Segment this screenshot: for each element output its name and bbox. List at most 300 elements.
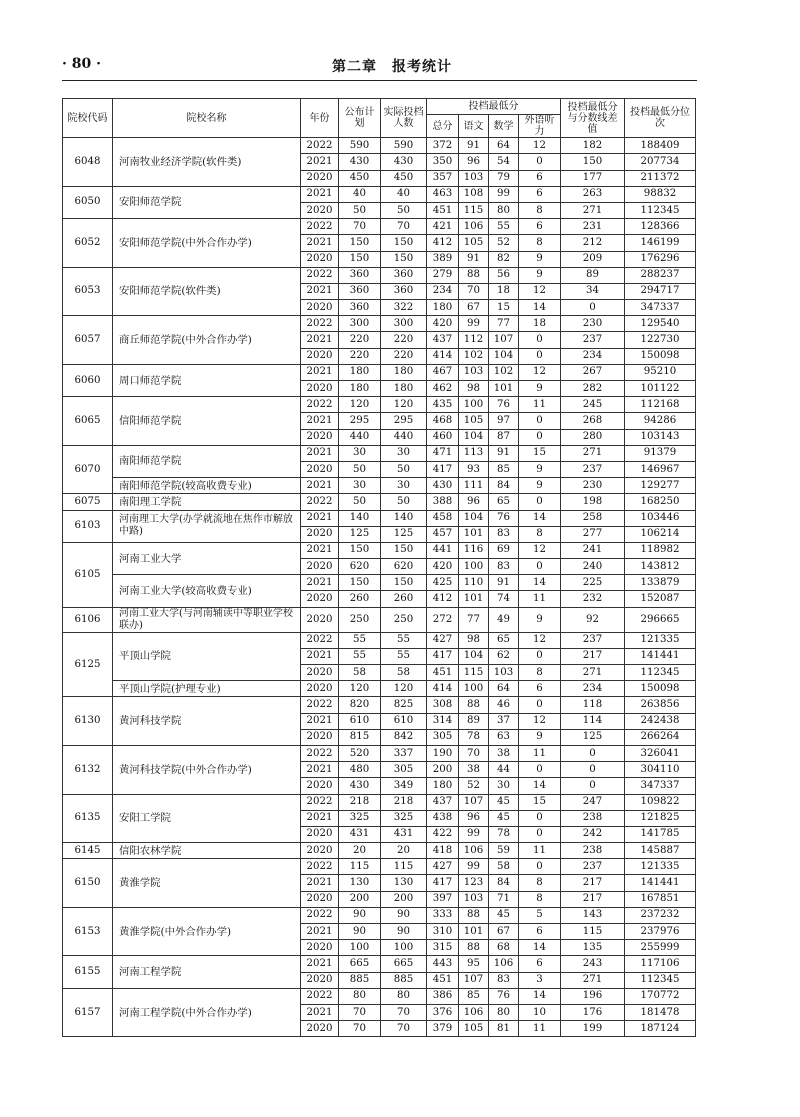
cell-chinese: 98 bbox=[459, 632, 489, 648]
cell-total: 200 bbox=[427, 762, 459, 778]
cell-actual: 430 bbox=[381, 154, 427, 170]
cell-plan: 50 bbox=[339, 461, 381, 477]
cell-total: 417 bbox=[427, 461, 459, 477]
cell-plan: 120 bbox=[339, 397, 381, 413]
cell-total: 190 bbox=[427, 745, 459, 761]
cell-rank: 141441 bbox=[625, 875, 696, 891]
cell-diff: 258 bbox=[561, 510, 625, 526]
school-code: 6052 bbox=[63, 219, 113, 268]
cell-math: 84 bbox=[489, 478, 519, 494]
cell-chinese: 96 bbox=[459, 154, 489, 170]
cell-foreign: 0 bbox=[519, 332, 561, 348]
cell-diff: 238 bbox=[561, 843, 625, 859]
cell-foreign: 0 bbox=[519, 348, 561, 364]
cell-rank: 145887 bbox=[625, 843, 696, 859]
cell-actual: 125 bbox=[381, 526, 427, 542]
cell-actual: 150 bbox=[381, 575, 427, 591]
school-name: 周口师范学院 bbox=[113, 364, 301, 396]
cell-plan: 218 bbox=[339, 794, 381, 810]
cell-math: 99 bbox=[489, 186, 519, 202]
cell-plan: 55 bbox=[339, 632, 381, 648]
cell-total: 441 bbox=[427, 542, 459, 558]
cell-diff: 135 bbox=[561, 940, 625, 956]
table-row bbox=[63, 794, 696, 810]
cell-year: 2022 bbox=[301, 907, 339, 923]
cell-rank: 129540 bbox=[625, 316, 696, 332]
cell-total: 425 bbox=[427, 575, 459, 591]
cell-rank: 294717 bbox=[625, 283, 696, 299]
cell-plan: 480 bbox=[339, 762, 381, 778]
cell-chinese: 115 bbox=[459, 202, 489, 218]
cell-chinese: 78 bbox=[459, 729, 489, 745]
cell-chinese: 100 bbox=[459, 681, 489, 697]
cell-rank: 146967 bbox=[625, 461, 696, 477]
cell-actual: 70 bbox=[381, 219, 427, 235]
cell-rank: 296665 bbox=[625, 607, 696, 632]
cell-chinese: 112 bbox=[459, 332, 489, 348]
header-rule bbox=[62, 80, 697, 81]
cell-rank: 101122 bbox=[625, 381, 696, 397]
cell-diff: 0 bbox=[561, 762, 625, 778]
cell-foreign: 0 bbox=[519, 648, 561, 664]
cell-plan: 30 bbox=[339, 445, 381, 461]
cell-foreign: 8 bbox=[519, 665, 561, 681]
cell-year: 2020 bbox=[301, 826, 339, 842]
cell-foreign: 6 bbox=[519, 186, 561, 202]
cell-chinese: 88 bbox=[459, 697, 489, 713]
cell-total: 397 bbox=[427, 891, 459, 907]
cell-rank: 95210 bbox=[625, 364, 696, 380]
cell-math: 76 bbox=[489, 397, 519, 413]
cell-math: 107 bbox=[489, 332, 519, 348]
cell-total: 443 bbox=[427, 956, 459, 972]
cell-plan: 885 bbox=[339, 972, 381, 988]
cell-math: 65 bbox=[489, 494, 519, 510]
cell-math: 85 bbox=[489, 461, 519, 477]
cell-year: 2022 bbox=[301, 219, 339, 235]
cell-actual: 150 bbox=[381, 542, 427, 558]
cell-foreign: 12 bbox=[519, 138, 561, 154]
cell-diff: 143 bbox=[561, 907, 625, 923]
school-name: 河南牧业经济学院(软件类) bbox=[113, 138, 301, 187]
cell-foreign: 15 bbox=[519, 794, 561, 810]
cell-math: 46 bbox=[489, 697, 519, 713]
cell-math: 83 bbox=[489, 972, 519, 988]
cell-diff: 282 bbox=[561, 381, 625, 397]
cell-year: 2022 bbox=[301, 745, 339, 761]
cell-math: 49 bbox=[489, 607, 519, 632]
cell-diff: 89 bbox=[561, 267, 625, 283]
cell-math: 54 bbox=[489, 154, 519, 170]
school-code: 6132 bbox=[63, 745, 113, 794]
cell-year: 2022 bbox=[301, 859, 339, 875]
school-code: 6153 bbox=[63, 907, 113, 956]
cell-diff: 196 bbox=[561, 988, 625, 1004]
cell-plan: 100 bbox=[339, 940, 381, 956]
cell-actual: 322 bbox=[381, 300, 427, 316]
cell-rank: 207734 bbox=[625, 154, 696, 170]
cell-year: 2020 bbox=[301, 591, 339, 607]
cell-actual: 58 bbox=[381, 665, 427, 681]
cell-diff: 150 bbox=[561, 154, 625, 170]
cell-total: 376 bbox=[427, 1004, 459, 1020]
cell-chinese: 103 bbox=[459, 891, 489, 907]
cell-rank: 152087 bbox=[625, 591, 696, 607]
school-name: 信阳农林学院 bbox=[113, 843, 301, 859]
cell-math: 55 bbox=[489, 219, 519, 235]
cell-math: 58 bbox=[489, 859, 519, 875]
cell-actual: 200 bbox=[381, 891, 427, 907]
cell-total: 414 bbox=[427, 348, 459, 364]
cell-diff: 280 bbox=[561, 429, 625, 445]
cell-plan: 140 bbox=[339, 510, 381, 526]
school-name: 黄河科技学院 bbox=[113, 697, 301, 746]
cell-chinese: 91 bbox=[459, 251, 489, 267]
cell-diff: 177 bbox=[561, 170, 625, 186]
cell-rank: 211372 bbox=[625, 170, 696, 186]
table-row bbox=[63, 478, 696, 494]
cell-total: 427 bbox=[427, 632, 459, 648]
cell-actual: 140 bbox=[381, 510, 427, 526]
cell-total: 437 bbox=[427, 332, 459, 348]
cell-chinese: 70 bbox=[459, 283, 489, 299]
cell-total: 468 bbox=[427, 413, 459, 429]
cell-total: 435 bbox=[427, 397, 459, 413]
cell-actual: 295 bbox=[381, 413, 427, 429]
cell-diff: 241 bbox=[561, 542, 625, 558]
cell-rank: 128366 bbox=[625, 219, 696, 235]
cell-foreign: 0 bbox=[519, 697, 561, 713]
cell-math: 83 bbox=[489, 526, 519, 542]
cell-year: 2022 bbox=[301, 267, 339, 283]
cell-year: 2020 bbox=[301, 607, 339, 632]
table-row bbox=[63, 445, 696, 461]
cell-year: 2021 bbox=[301, 924, 339, 940]
cell-plan: 125 bbox=[339, 526, 381, 542]
cell-diff: 263 bbox=[561, 186, 625, 202]
cell-total: 279 bbox=[427, 267, 459, 283]
cell-chinese: 104 bbox=[459, 648, 489, 664]
cell-math: 30 bbox=[489, 778, 519, 794]
cell-chinese: 100 bbox=[459, 559, 489, 575]
cell-rank: 112168 bbox=[625, 397, 696, 413]
cell-total: 422 bbox=[427, 826, 459, 842]
cell-rank: 347337 bbox=[625, 300, 696, 316]
cell-foreign: 9 bbox=[519, 607, 561, 632]
cell-diff: 0 bbox=[561, 778, 625, 794]
cell-foreign: 8 bbox=[519, 202, 561, 218]
school-name: 河南工程学院 bbox=[113, 956, 301, 988]
cell-chinese: 99 bbox=[459, 316, 489, 332]
cell-chinese: 115 bbox=[459, 665, 489, 681]
cell-math: 52 bbox=[489, 235, 519, 251]
school-code: 6070 bbox=[63, 445, 113, 494]
cell-rank: 288237 bbox=[625, 267, 696, 283]
cell-plan: 200 bbox=[339, 891, 381, 907]
cell-actual: 431 bbox=[381, 826, 427, 842]
cell-chinese: 100 bbox=[459, 397, 489, 413]
cell-foreign: 11 bbox=[519, 1021, 561, 1037]
cell-chinese: 101 bbox=[459, 526, 489, 542]
cell-actual: 325 bbox=[381, 810, 427, 826]
cell-chinese: 111 bbox=[459, 478, 489, 494]
cell-plan: 55 bbox=[339, 648, 381, 664]
cell-year: 2021 bbox=[301, 154, 339, 170]
cell-math: 62 bbox=[489, 648, 519, 664]
cell-total: 388 bbox=[427, 494, 459, 510]
cell-actual: 50 bbox=[381, 494, 427, 510]
table-row bbox=[63, 138, 696, 154]
cell-total: 314 bbox=[427, 713, 459, 729]
cell-actual: 349 bbox=[381, 778, 427, 794]
cell-total: 308 bbox=[427, 697, 459, 713]
cell-total: 389 bbox=[427, 251, 459, 267]
cell-foreign: 11 bbox=[519, 745, 561, 761]
cell-chinese: 91 bbox=[459, 138, 489, 154]
cell-year: 2020 bbox=[301, 559, 339, 575]
cell-actual: 337 bbox=[381, 745, 427, 761]
cell-diff: 267 bbox=[561, 364, 625, 380]
cell-foreign: 12 bbox=[519, 542, 561, 558]
table-row bbox=[63, 575, 696, 591]
school-code: 6106 bbox=[63, 607, 113, 632]
cell-total: 418 bbox=[427, 843, 459, 859]
cell-rank: 266264 bbox=[625, 729, 696, 745]
cell-foreign: 9 bbox=[519, 478, 561, 494]
cell-diff: 230 bbox=[561, 316, 625, 332]
cell-rank: 237976 bbox=[625, 924, 696, 940]
cell-year: 2021 bbox=[301, 235, 339, 251]
cell-actual: 70 bbox=[381, 1021, 427, 1037]
cell-math: 68 bbox=[489, 940, 519, 956]
cell-chinese: 101 bbox=[459, 591, 489, 607]
cell-total: 460 bbox=[427, 429, 459, 445]
cell-math: 81 bbox=[489, 1021, 519, 1037]
table-row bbox=[63, 859, 696, 875]
cell-year: 2020 bbox=[301, 729, 339, 745]
cell-total: 467 bbox=[427, 364, 459, 380]
cell-chinese: 88 bbox=[459, 907, 489, 923]
cell-total: 420 bbox=[427, 559, 459, 575]
col-name: 院校名称 bbox=[113, 99, 301, 138]
cell-foreign: 14 bbox=[519, 778, 561, 794]
cell-total: 420 bbox=[427, 316, 459, 332]
cell-year: 2021 bbox=[301, 648, 339, 664]
cell-total: 372 bbox=[427, 138, 459, 154]
cell-year: 2021 bbox=[301, 186, 339, 202]
cell-actual: 150 bbox=[381, 235, 427, 251]
cell-year: 2020 bbox=[301, 972, 339, 988]
cell-rank: 181478 bbox=[625, 1004, 696, 1020]
school-code: 6130 bbox=[63, 697, 113, 746]
admission-table bbox=[62, 98, 696, 1037]
cell-math: 102 bbox=[489, 364, 519, 380]
cell-rank: 150098 bbox=[625, 681, 696, 697]
cell-plan: 431 bbox=[339, 826, 381, 842]
cell-diff: 237 bbox=[561, 461, 625, 477]
cell-year: 2021 bbox=[301, 542, 339, 558]
cell-actual: 440 bbox=[381, 429, 427, 445]
cell-rank: 304110 bbox=[625, 762, 696, 778]
cell-chinese: 99 bbox=[459, 826, 489, 842]
cell-chinese: 105 bbox=[459, 1021, 489, 1037]
school-name: 信阳师范学院 bbox=[113, 397, 301, 446]
school-name: 安阳师范学院 bbox=[113, 186, 301, 218]
cell-year: 2021 bbox=[301, 510, 339, 526]
table-row bbox=[63, 494, 696, 510]
cell-math: 44 bbox=[489, 762, 519, 778]
cell-actual: 115 bbox=[381, 859, 427, 875]
cell-foreign: 0 bbox=[519, 559, 561, 575]
cell-foreign: 12 bbox=[519, 713, 561, 729]
cell-math: 104 bbox=[489, 348, 519, 364]
cell-rank: 263856 bbox=[625, 697, 696, 713]
cell-total: 457 bbox=[427, 526, 459, 542]
cell-rank: 133879 bbox=[625, 575, 696, 591]
cell-diff: 247 bbox=[561, 794, 625, 810]
cell-actual: 50 bbox=[381, 202, 427, 218]
cell-total: 333 bbox=[427, 907, 459, 923]
cell-chinese: 85 bbox=[459, 988, 489, 1004]
school-name: 南阳理工学院 bbox=[113, 494, 301, 510]
cell-plan: 295 bbox=[339, 413, 381, 429]
table-row bbox=[63, 843, 696, 859]
cell-actual: 220 bbox=[381, 348, 427, 364]
cell-foreign: 18 bbox=[519, 316, 561, 332]
cell-plan: 300 bbox=[339, 316, 381, 332]
cell-chinese: 104 bbox=[459, 429, 489, 445]
col-math: 数学 bbox=[489, 115, 519, 138]
cell-chinese: 105 bbox=[459, 235, 489, 251]
cell-chinese: 123 bbox=[459, 875, 489, 891]
cell-diff: 271 bbox=[561, 202, 625, 218]
cell-chinese: 106 bbox=[459, 843, 489, 859]
cell-rank: 242438 bbox=[625, 713, 696, 729]
cell-diff: 271 bbox=[561, 445, 625, 461]
table-row bbox=[63, 364, 696, 380]
cell-foreign: 9 bbox=[519, 267, 561, 283]
cell-plan: 70 bbox=[339, 1021, 381, 1037]
cell-foreign: 12 bbox=[519, 283, 561, 299]
cell-year: 2020 bbox=[301, 778, 339, 794]
cell-diff: 125 bbox=[561, 729, 625, 745]
cell-foreign: 8 bbox=[519, 891, 561, 907]
cell-foreign: 11 bbox=[519, 397, 561, 413]
cell-rank: 103446 bbox=[625, 510, 696, 526]
cell-chinese: 103 bbox=[459, 364, 489, 380]
cell-year: 2021 bbox=[301, 478, 339, 494]
cell-year: 2020 bbox=[301, 170, 339, 186]
cell-plan: 520 bbox=[339, 745, 381, 761]
cell-rank: 255999 bbox=[625, 940, 696, 956]
cell-diff: 199 bbox=[561, 1021, 625, 1037]
cell-year: 2020 bbox=[301, 300, 339, 316]
cell-diff: 34 bbox=[561, 283, 625, 299]
cell-foreign: 6 bbox=[519, 170, 561, 186]
cell-plan: 430 bbox=[339, 778, 381, 794]
cell-rank: 168250 bbox=[625, 494, 696, 510]
cell-diff: 268 bbox=[561, 413, 625, 429]
cell-math: 15 bbox=[489, 300, 519, 316]
cell-plan: 50 bbox=[339, 202, 381, 218]
cell-actual: 90 bbox=[381, 907, 427, 923]
cell-math: 79 bbox=[489, 170, 519, 186]
cell-foreign: 6 bbox=[519, 681, 561, 697]
cell-rank: 94286 bbox=[625, 413, 696, 429]
cell-rank: 187124 bbox=[625, 1021, 696, 1037]
cell-rank: 112345 bbox=[625, 972, 696, 988]
cell-rank: 91379 bbox=[625, 445, 696, 461]
cell-math: 74 bbox=[489, 591, 519, 607]
cell-diff: 234 bbox=[561, 348, 625, 364]
cell-actual: 665 bbox=[381, 956, 427, 972]
cell-rank: 103143 bbox=[625, 429, 696, 445]
cell-diff: 217 bbox=[561, 891, 625, 907]
cell-plan: 180 bbox=[339, 364, 381, 380]
cell-total: 438 bbox=[427, 810, 459, 826]
cell-actual: 250 bbox=[381, 607, 427, 632]
cell-chinese: 67 bbox=[459, 300, 489, 316]
cell-foreign: 10 bbox=[519, 1004, 561, 1020]
cell-chinese: 107 bbox=[459, 794, 489, 810]
cell-chinese: 108 bbox=[459, 186, 489, 202]
cell-total: 427 bbox=[427, 859, 459, 875]
cell-diff: 115 bbox=[561, 924, 625, 940]
cell-math: 18 bbox=[489, 283, 519, 299]
cell-year: 2022 bbox=[301, 697, 339, 713]
cell-year: 2022 bbox=[301, 632, 339, 648]
cell-plan: 590 bbox=[339, 138, 381, 154]
cell-plan: 90 bbox=[339, 924, 381, 940]
cell-foreign: 0 bbox=[519, 429, 561, 445]
school-code: 6103 bbox=[63, 510, 113, 542]
school-name: 河南理工大学(办学就流地在焦作市解放中路) bbox=[113, 510, 301, 542]
cell-foreign: 11 bbox=[519, 843, 561, 859]
cell-foreign: 0 bbox=[519, 413, 561, 429]
cell-rank: 121335 bbox=[625, 632, 696, 648]
cell-year: 2021 bbox=[301, 445, 339, 461]
school-name: 平顶山学院 bbox=[113, 632, 301, 681]
cell-diff: 0 bbox=[561, 300, 625, 316]
cell-actual: 55 bbox=[381, 632, 427, 648]
cell-math: 80 bbox=[489, 1004, 519, 1020]
cell-chinese: 113 bbox=[459, 445, 489, 461]
cell-diff: 92 bbox=[561, 607, 625, 632]
cell-chinese: 70 bbox=[459, 745, 489, 761]
cell-total: 386 bbox=[427, 988, 459, 1004]
cell-total: 417 bbox=[427, 875, 459, 891]
cell-diff: 230 bbox=[561, 478, 625, 494]
cell-actual: 360 bbox=[381, 267, 427, 283]
table-row bbox=[63, 186, 696, 202]
table-row bbox=[63, 316, 696, 332]
cell-foreign: 6 bbox=[519, 219, 561, 235]
cell-plan: 620 bbox=[339, 559, 381, 575]
cell-actual: 120 bbox=[381, 681, 427, 697]
cell-year: 2021 bbox=[301, 364, 339, 380]
cell-actual: 450 bbox=[381, 170, 427, 186]
cell-year: 2020 bbox=[301, 381, 339, 397]
cell-math: 71 bbox=[489, 891, 519, 907]
cell-rank: 326041 bbox=[625, 745, 696, 761]
page-header bbox=[62, 56, 720, 78]
cell-total: 305 bbox=[427, 729, 459, 745]
cell-total: 315 bbox=[427, 940, 459, 956]
cell-year: 2020 bbox=[301, 202, 339, 218]
cell-actual: 30 bbox=[381, 445, 427, 461]
cell-diff: 217 bbox=[561, 648, 625, 664]
cell-total: 437 bbox=[427, 794, 459, 810]
